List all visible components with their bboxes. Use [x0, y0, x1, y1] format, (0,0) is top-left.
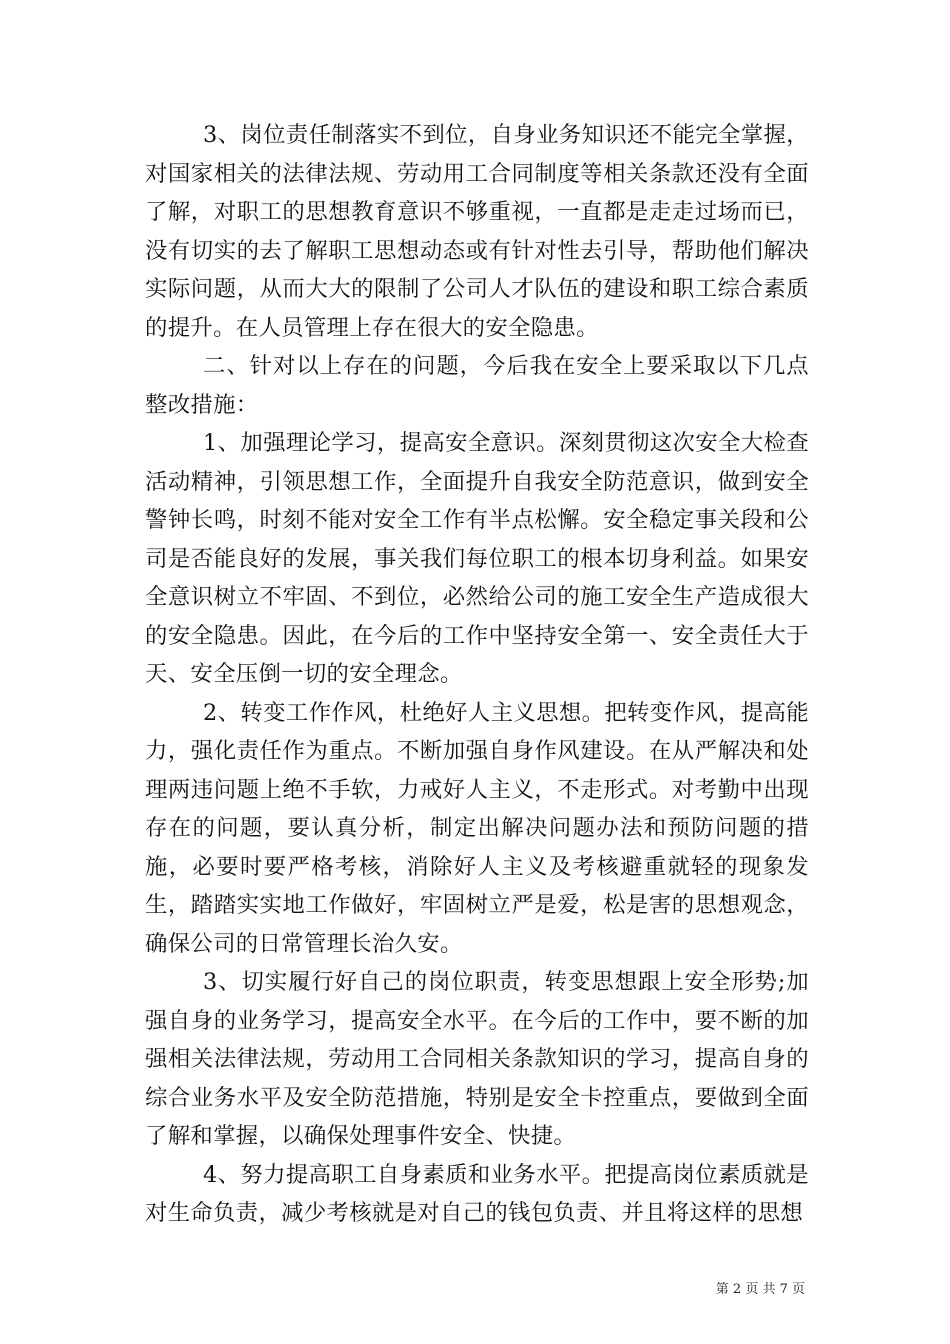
paragraph-4: 2、转变工作作风，杜绝好人主义思想。把转变作风，提高能力，强化责任作为重点。不断加强自身作风建设。在从严解决和处理两违问题上绝不手软，力戒好人主义，不走形式。对考勤中出现存在的问题，要认真分析，制定出解决问题办法和预防问题的措施，必要时要严格考核，消除好人主义及考核避重就轻的现象发生，踏踏实实地工作做好，牢固树立严是爱，松是害的思想观念，确保公司的日常管理长治久安。 [145, 699, 809, 957]
paragraph-1: 3、岗位责任制落实不到位，自身业务知识还不能完全掌握，对国家相关的法律法规、劳动用工合同制度等相关条款还没有全面了解，对职工的思想教育意识不够重视，一直都是走走过场而已，没有切实的去了解职工思想动态或有针对性去引导，帮助他们解决实际问题，从而大大的限制了公司人才队伍的建设和职工综合素质的提升。在人员管理上存在很大的安全隐患。 [145, 122, 809, 341]
paragraph-5: 3、切实履行好自己的岗位职责，转变思想跟上安全形势;加强自身的业务学习，提高安全水平。在今后的工作中，要不断的加强相关法律法规，劳动用工合同相关条款知识的学习，提高自身的综合业务水平及安全防范措施，特别是安全卡控重点，要做到全面了解和掌握，以确保处理事件安全、快捷。 [145, 969, 809, 1149]
paragraph-3: 1、加强理论学习，提高安全意识。深刻贯彻这次安全大检查活动精神，引领思想工作，全面提升自我安全防范意识，做到安全警钟长鸣，时刻不能对安全工作有半点松懈。安全稳定事关段和公司是否能良好的发展，事关我们每位职工的根本切身利益。如果安全意识树立不牢固、不到位，必然给公司的施工安全生产造成很大的安全隐患。因此，在今后的工作中坚持安全第一、安全责任大于天、安全压倒一切的安全理念。 [145, 430, 809, 687]
page-number-footer: 第 2 页 共 7 页 [715, 1282, 805, 1297]
paragraph-2: 二、针对以上存在的问题，今后我在安全上要采取以下几点整改措施： [145, 353, 809, 418]
document-body [145, 116, 809, 1233]
paragraph-6: 4、努力提高职工自身素质和业务水平。把提高岗位素质就是对生命负责，减少考核就是对自己的钱包负责、并且将这样的思想 [145, 1161, 809, 1226]
